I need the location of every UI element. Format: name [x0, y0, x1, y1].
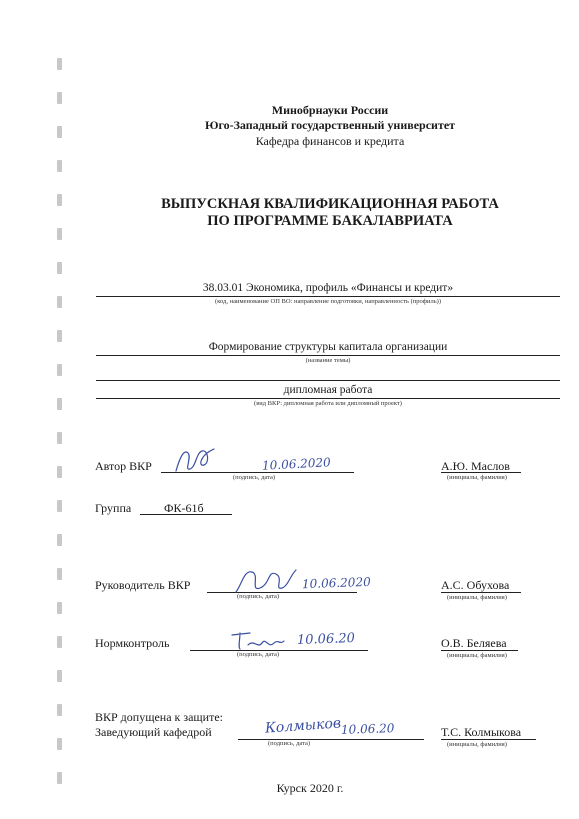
normcontrol-date: 10.06.20 — [296, 630, 356, 649]
ministry-name: Минобрнауки России — [271, 103, 389, 117]
supervisor-sig-caption: (подпись, дата) — [237, 593, 280, 600]
binding-hole — [57, 92, 62, 104]
head-of-department-label: Заведующий кафедрой — [95, 725, 212, 739]
head-name-caption: (инициалы, фамилия) — [447, 741, 507, 748]
supervisor-name: А.С. Обухова — [441, 578, 510, 592]
supervisor-name-caption: (инициалы, фамилия) — [447, 594, 507, 601]
binding-hole — [57, 398, 62, 410]
topic-caption: (название темы) — [305, 357, 351, 364]
normcontrol-name-caption: (инициалы, фамилия) — [447, 652, 507, 659]
binding-edge — [0, 0, 60, 819]
binding-hole — [57, 500, 62, 512]
normcontrol-label: Нормконтроль — [95, 636, 170, 650]
binding-hole — [57, 330, 62, 342]
binding-hole — [57, 704, 62, 716]
binding-hole — [57, 364, 62, 376]
city-year: Курск 2020 г. — [276, 781, 344, 795]
binding-hole — [57, 58, 62, 70]
head-name: Т.С. Колмыкова — [441, 725, 522, 739]
binding-hole — [57, 466, 62, 478]
binding-hole — [57, 194, 62, 206]
admission-sig-caption: (подпись, дата) — [268, 740, 311, 747]
author-label: Автор ВКР — [95, 459, 152, 473]
document-title-line2: ПО ПРОГРАММЕ БАКАЛАВРИАТА — [207, 213, 453, 229]
binding-hole — [57, 432, 62, 444]
author-name-caption: (инициалы, фамилия) — [447, 474, 507, 481]
group-value: ФК-61б — [164, 501, 204, 515]
binding-hole — [57, 602, 62, 614]
document-title-line1: ВЫПУСКНАЯ КВАЛИФИКАЦИОННАЯ РАБОТА — [161, 196, 499, 212]
work-type-value: дипломная работа — [283, 384, 373, 396]
topic-extra-line — [96, 380, 560, 381]
topic-value: Формирование структуры капитала организации — [208, 341, 448, 353]
binding-hole — [57, 296, 62, 308]
binding-hole — [57, 568, 62, 580]
admission-line1: ВКР допущена к защите: — [95, 710, 223, 724]
supervisor-label: Руководитель ВКР — [95, 578, 191, 592]
binding-hole — [57, 772, 62, 784]
head-name-underline — [441, 739, 536, 740]
admission-date: 10.06.20 — [340, 721, 395, 737]
university-name: Юго-Западный государственный университет — [204, 118, 456, 132]
author-name: А.Ю. Маслов — [441, 459, 510, 473]
group-label: Группа — [95, 501, 132, 515]
author-sig-caption: (подпись, дата) — [233, 474, 276, 481]
binding-hole — [57, 636, 62, 648]
binding-hole — [57, 738, 62, 750]
binding-hole — [57, 126, 62, 138]
normcontrol-name-underline — [441, 650, 518, 651]
department-name: Кафедра финансов и кредита — [255, 134, 405, 148]
work-type-caption: (вид ВКР: дипломная работа или дипломный проект) — [254, 400, 402, 407]
group-underline — [140, 514, 232, 515]
binding-hole — [57, 228, 62, 240]
binding-hole — [57, 262, 62, 274]
normcontrol-sig-caption: (подпись, дата) — [237, 651, 280, 658]
binding-hole — [57, 670, 62, 682]
direction-caption: (код, наименование ОП ВО: направление подготовки, направленность (профиль)) — [215, 298, 441, 305]
topic-underline — [96, 355, 560, 356]
work-type-underline — [96, 398, 560, 399]
head-signature: Колмыков — [264, 715, 342, 737]
binding-hole — [57, 534, 62, 546]
author-signature — [170, 443, 220, 477]
author-name-underline — [441, 472, 521, 473]
direction-underline — [96, 296, 560, 297]
binding-hole — [57, 160, 62, 172]
normcontrol-name: О.В. Беляева — [441, 636, 507, 650]
direction-value: 38.03.01 Экономика, профиль «Финансы и кредит» — [202, 282, 454, 294]
supervisor-name-underline — [441, 592, 521, 593]
supervisor-date: 10.06.2020 — [301, 574, 371, 592]
admission-signature-line — [238, 739, 424, 740]
author-date: 10.06.2020 — [261, 455, 332, 473]
